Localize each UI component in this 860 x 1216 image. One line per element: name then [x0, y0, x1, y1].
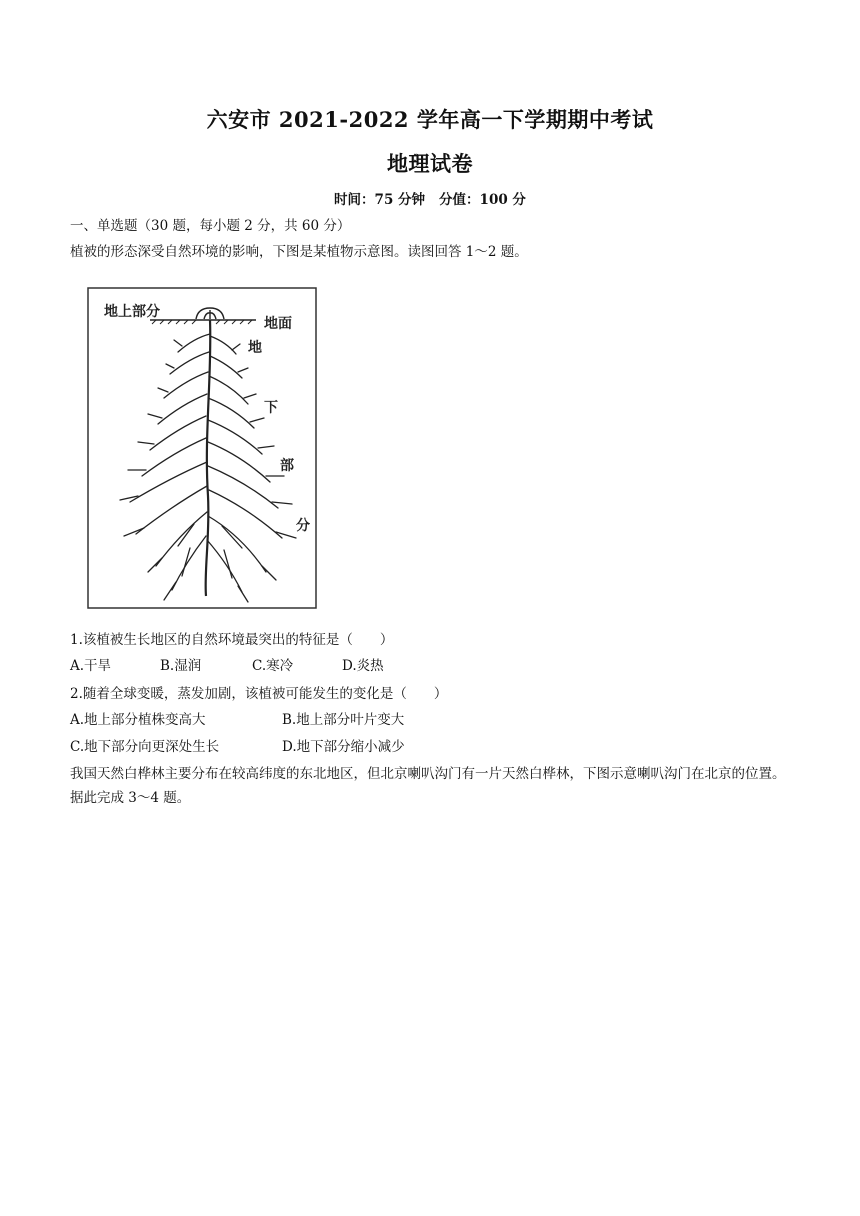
section-heading: 一、单选题（30 题，每小题 2 分，共 60 分） — [70, 218, 351, 234]
label-below-3: 部 — [280, 458, 294, 474]
exam-time: 时间：75 分钟 — [334, 192, 426, 208]
q2-option-d: D.地下部分缩小减少 — [282, 739, 405, 755]
q2-option-b: B.地上部分叶片变大 — [282, 712, 405, 728]
question-1-options — [70, 656, 384, 676]
q2-option-a: A.地上部分植株变高大 — [70, 712, 206, 728]
exam-meta — [0, 188, 860, 208]
section-intro: 植被的形态深受自然环境的影响，下图是某植物示意图。读图回答 1～2 题。 — [70, 244, 528, 260]
q1-option-b: B.湿润 — [160, 658, 202, 674]
exam-subject: 地理试卷 — [387, 151, 473, 176]
question-1-stem: 1.该植被生长地区的自然环境最突出的特征是（ ） — [70, 632, 394, 648]
q1-option-c: C.寒冷 — [252, 658, 294, 674]
question-2-options-row1 — [70, 710, 404, 730]
question-2-options-row2 — [70, 737, 405, 757]
label-ground: 地面 — [264, 316, 292, 332]
exam-title: 六安市 2021-2022 学年高一下学期期中考试 — [206, 107, 654, 132]
plant-root-diagram — [86, 286, 338, 612]
tap-root — [206, 320, 211, 596]
q1-option-a: A.干旱 — [70, 658, 112, 674]
plant-shoot — [196, 308, 224, 319]
label-below-2: 下 — [264, 400, 278, 416]
question-2-stem: 2.随着全球变暖，蒸发加剧，该植被可能发生的变化是（ ） — [70, 686, 448, 702]
plant-root-figure — [86, 286, 338, 612]
q1-option-d: D.炎热 — [342, 658, 384, 674]
label-below-4: 分 — [296, 518, 310, 534]
passage-3-4: 我国天然白桦林主要分布在较高纬度的东北地区，但北京喇叭沟门有一片天然白桦林，下图示意喇叭沟门在北京的位置。据此完成 3～4 题。 — [70, 766, 786, 806]
label-above-ground: 地上部分 — [104, 304, 160, 320]
q2-option-c: C.地下部分向更深处生长 — [70, 739, 220, 755]
exam-score: 分值：100 分 — [439, 192, 526, 208]
label-below-1: 地 — [248, 340, 262, 356]
